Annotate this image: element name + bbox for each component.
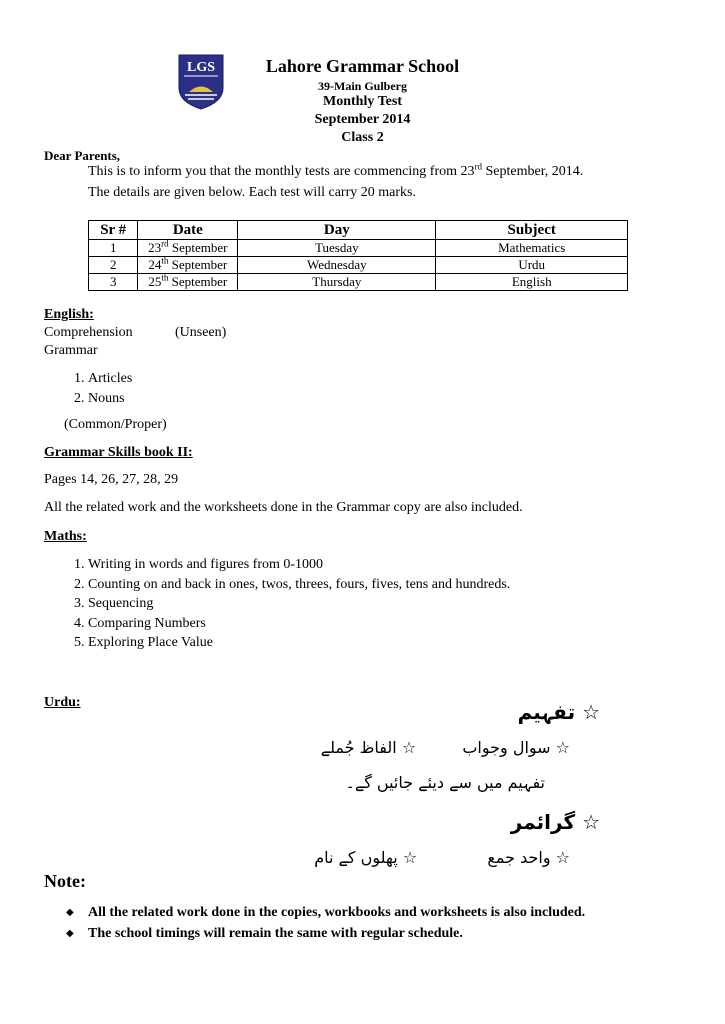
urdu-tafheem-note: تفہیم میں سے دیئے جائیں گے۔: [345, 773, 545, 792]
class-label: Class 2: [341, 130, 384, 145]
header-day: Day: [238, 221, 436, 240]
urdu-alfaz-jumlay: الفاظ جُملے: [320, 738, 397, 757]
logo-text: LGS: [186, 60, 216, 75]
grammar-label: Grammar: [44, 343, 98, 358]
school-name: Lahore Grammar School: [265, 56, 460, 76]
english-grammar-list: [44, 369, 132, 408]
list-item: ◆ All the related work done in the copies, workbooks and worksheets is also included.: [60, 903, 660, 923]
grammar-pages: Pages 14, 26, 27, 28, 29: [44, 472, 179, 487]
table-row: [89, 274, 628, 291]
letter-line-2: The details are given below. Each test will carry 20 marks.: [88, 185, 416, 200]
unseen-label: (Unseen): [175, 325, 227, 340]
note-heading: Note:: [44, 871, 86, 891]
list-item: ◆ The school timings will remain the same with regular schedule.: [60, 924, 660, 944]
star-icon: ☆: [582, 700, 600, 724]
cell-sr: 3: [89, 274, 138, 291]
cell-sr: 2: [89, 257, 138, 274]
cell-subject: English: [436, 274, 628, 291]
list-item: 3. Sequencing: [88, 594, 510, 614]
test-name: Monthly Test: [323, 94, 402, 109]
table-row: [89, 257, 628, 274]
maths-topic-list: [44, 555, 510, 653]
cell-subject: Urdu: [436, 257, 628, 274]
english-heading: English:: [44, 307, 94, 322]
header-sr: Sr #: [89, 221, 138, 240]
test-month: September 2014: [314, 112, 411, 127]
star-icon: ☆: [582, 810, 600, 834]
cell-subject: Mathematics: [436, 240, 628, 257]
star-icon: ☆: [401, 738, 417, 757]
star-icon: ☆: [555, 738, 570, 757]
list-item: 1. Articles: [88, 369, 132, 389]
urdu-phalon-ke-naam: پھلوں کے نام: [314, 848, 398, 867]
cell-day: Thursday: [238, 274, 436, 291]
table-header-row: [89, 221, 628, 240]
maths-heading: Maths:: [44, 529, 87, 544]
urdu-line-items-1: [300, 738, 570, 764]
cell-date: 25th September: [138, 274, 238, 291]
comprehension-label: Comprehension: [44, 325, 133, 340]
header-subject: Subject: [436, 221, 628, 240]
grammar-book-heading: Grammar Skills book II:: [44, 445, 193, 460]
cell-date: 24th September: [138, 257, 238, 274]
grammar-related-work: All the related work and the worksheets done in the Grammar copy are also included.: [44, 500, 523, 515]
school-address: 39-Main Gulberg: [318, 79, 407, 93]
note-list: [60, 903, 660, 945]
cell-sr: 1: [89, 240, 138, 257]
list-item: 2. Nouns: [88, 389, 132, 409]
cell-day: Tuesday: [238, 240, 436, 257]
header-date: Date: [138, 221, 238, 240]
urdu-tafheem: تفہیم: [517, 700, 576, 724]
diamond-bullet-icon: ◆: [66, 907, 74, 918]
list-item: 4. Comparing Numbers: [88, 614, 510, 634]
nouns-note: (Common/Proper): [64, 417, 167, 432]
star-icon: ☆: [555, 848, 570, 867]
urdu-wahid-jama: واحد جمع: [487, 848, 551, 867]
urdu-line-grammar: [380, 810, 600, 840]
cell-day: Wednesday: [238, 257, 436, 274]
schedule-table: [88, 220, 628, 291]
school-logo: [178, 54, 224, 110]
list-item: 5. Exploring Place Value: [88, 633, 510, 653]
urdu-line-items-2: [270, 848, 570, 876]
urdu-grammar: گرائمر: [510, 810, 576, 834]
list-item: 1. Writing in words and figures from 0-1000: [88, 555, 510, 575]
star-icon: ☆: [402, 848, 418, 867]
urdu-heading: Urdu:: [44, 695, 81, 710]
diamond-bullet-icon: ◆: [66, 928, 74, 939]
list-item: 2. Counting on and back in ones, twos, threes, fours, fives, tens and hundreds.: [88, 575, 510, 595]
table-row: [89, 240, 628, 257]
cell-date: 23rd September: [138, 240, 238, 257]
salutation: Dear Parents,: [44, 148, 121, 163]
urdu-sawal-jawab: سوال وجواب: [462, 738, 551, 757]
letter-line-1: This is to inform you that the monthly tests are commencing from 23rd September, 2014.: [88, 161, 584, 179]
urdu-line-tafheem: [380, 700, 600, 730]
